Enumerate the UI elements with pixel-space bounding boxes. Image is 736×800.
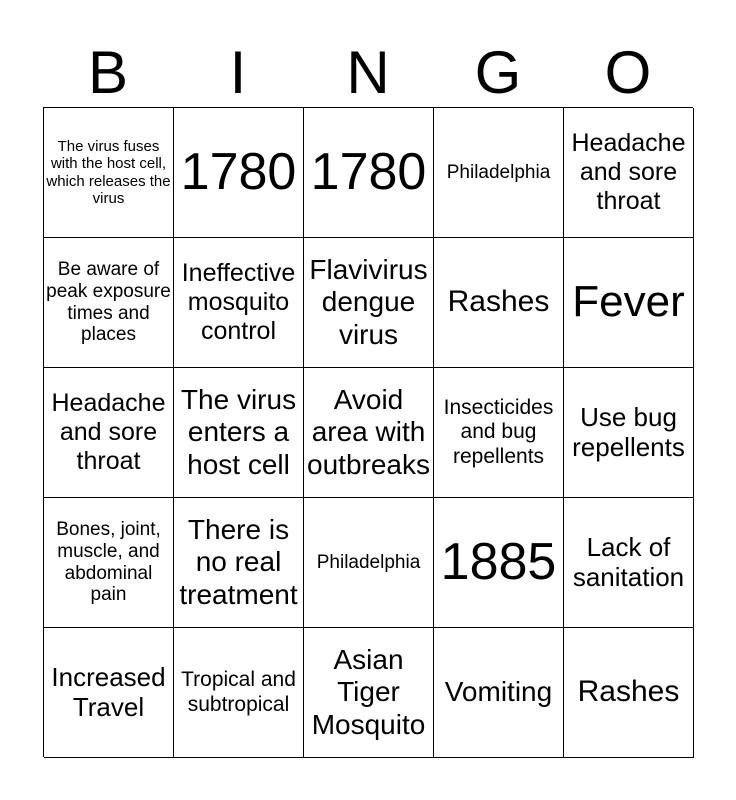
- bingo-cell-r5c3[interactable]: Asian Tiger Mosquito: [304, 628, 434, 758]
- bingo-cell-r4c3[interactable]: Philadelphia: [304, 498, 434, 628]
- header-letter-o: O: [604, 39, 652, 106]
- bingo-cell-r1c4[interactable]: Philadelphia: [434, 108, 564, 238]
- header-letter-g: G: [474, 39, 522, 106]
- bingo-cell-r5c4[interactable]: Vomiting: [434, 628, 564, 758]
- bingo-cell-r4c4[interactable]: 1885: [434, 498, 564, 628]
- bingo-cell-r1c3[interactable]: 1780: [304, 108, 434, 238]
- header-letter-b: B: [87, 39, 129, 106]
- bingo-cell-r2c4[interactable]: Rashes: [434, 238, 564, 368]
- bingo-cell-r1c1[interactable]: The virus fuses with the host cell, which releases the virus: [44, 108, 174, 238]
- bingo-cell-r3c3[interactable]: Avoid area with outbreaks: [304, 368, 434, 498]
- bingo-cell-r2c3[interactable]: Flavivirus dengue virus: [304, 238, 434, 368]
- bingo-cell-r2c1[interactable]: Be aware of peak exposure times and places: [44, 238, 174, 368]
- bingo-cell-r3c4[interactable]: Insecticides and bug repellents: [434, 368, 564, 498]
- bingo-cell-r2c5[interactable]: Fever: [564, 238, 694, 368]
- bingo-cell-r3c2[interactable]: The virus enters a host cell: [174, 368, 304, 498]
- header-letter-i: I: [229, 39, 247, 106]
- bingo-cell-r3c5[interactable]: Use bug repellents: [564, 368, 694, 498]
- bingo-header: [43, 38, 693, 108]
- bingo-cell-r4c2[interactable]: There is no real treatment: [174, 498, 304, 628]
- bingo-cell-r4c5[interactable]: Lack of sanitation: [564, 498, 694, 628]
- bingo-cell-r2c2[interactable]: Ineffective mosquito control: [174, 238, 304, 368]
- bingo-cell-r1c2[interactable]: 1780: [174, 108, 304, 238]
- bingo-cell-r1c5[interactable]: Headache and sore throat: [564, 108, 694, 238]
- bingo-cell-r5c1[interactable]: Increased Travel: [44, 628, 174, 758]
- bingo-cell-r4c1[interactable]: Bones, joint, muscle, and abdominal pain: [44, 498, 174, 628]
- bingo-cell-r3c1[interactable]: Headache and sore throat: [44, 368, 174, 498]
- bingo-cell-r5c5[interactable]: Rashes: [564, 628, 694, 758]
- header-letter-n: N: [346, 39, 390, 106]
- bingo-cell-r5c2[interactable]: Tropical and subtropical: [174, 628, 304, 758]
- bingo-grid: [43, 107, 693, 757]
